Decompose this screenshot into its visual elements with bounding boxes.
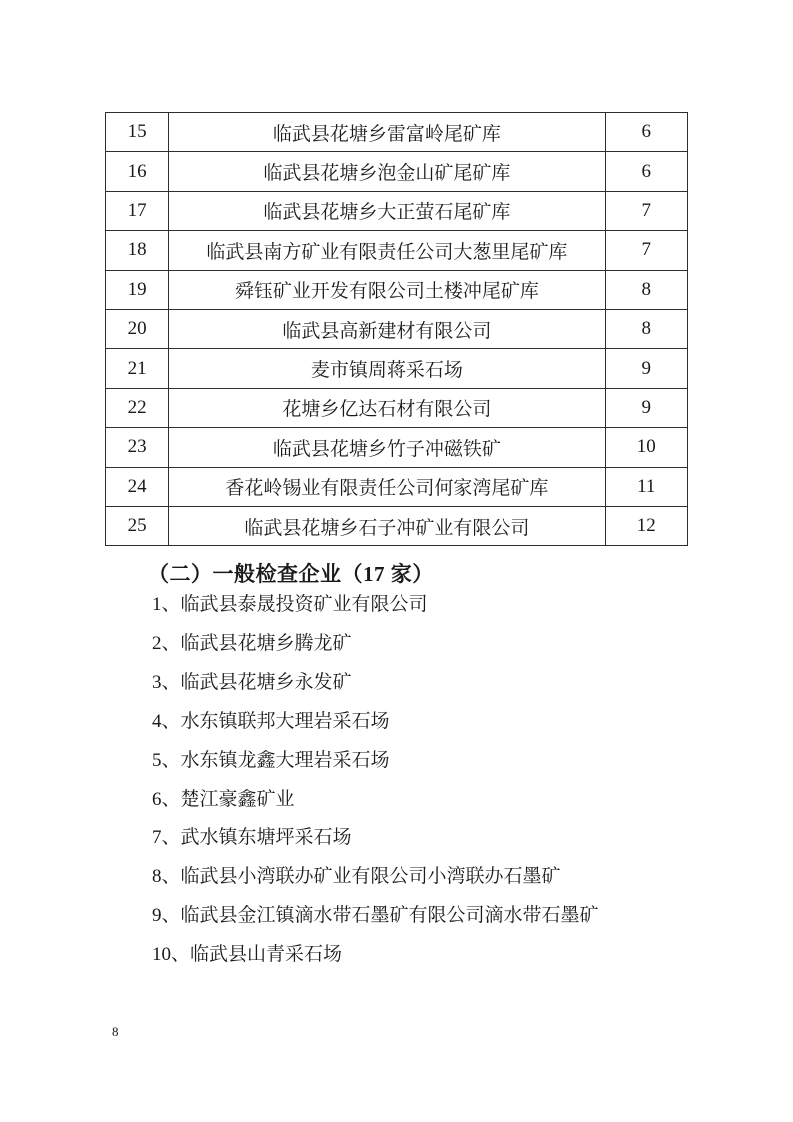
row-number-cell: 20 <box>106 309 169 348</box>
table-row <box>106 270 688 309</box>
row-number-cell: 15 <box>106 113 169 152</box>
row-number-cell: 16 <box>106 152 169 191</box>
table-row <box>106 152 688 191</box>
page-ref-cell: 6 <box>605 152 687 191</box>
table-row <box>106 191 688 230</box>
company-name-cell: 临武县南方矿业有限责任公司大葱里尾矿库 <box>169 231 605 270</box>
section-heading: （二）一般检查企业（17 家） <box>148 562 434 586</box>
row-number-cell: 25 <box>106 506 169 545</box>
list-item: 4、水东镇联邦大理岩采石场 <box>152 710 390 732</box>
row-number-cell: 23 <box>106 428 169 467</box>
list-item: 6、楚江豪鑫矿业 <box>152 788 295 810</box>
row-number-cell: 21 <box>106 349 169 388</box>
company-name-cell: 花塘乡亿达石材有限公司 <box>169 388 605 427</box>
company-name-cell: 临武县花塘乡石子冲矿业有限公司 <box>169 506 605 545</box>
table-row <box>106 231 688 270</box>
row-number-cell: 17 <box>106 191 169 230</box>
company-name-cell: 舜钰矿业开发有限公司土楼冲尾矿库 <box>169 270 605 309</box>
company-name-cell: 临武县花塘乡大正萤石尾矿库 <box>169 191 605 230</box>
table-row <box>106 388 688 427</box>
list-item: 2、临武县花塘乡腾龙矿 <box>152 632 352 654</box>
table-row <box>106 428 688 467</box>
row-number-cell: 24 <box>106 467 169 506</box>
page-ref-cell: 8 <box>605 270 687 309</box>
list-item: 5、水东镇龙鑫大理岩采石场 <box>152 749 390 771</box>
list-item: 1、临武县泰晟投资矿业有限公司 <box>152 594 428 615</box>
page-ref-cell: 9 <box>605 388 687 427</box>
page-ref-cell: 9 <box>605 349 687 388</box>
company-name-cell: 临武县花塘乡泡金山矿尾矿库 <box>169 152 605 191</box>
page-ref-cell: 8 <box>605 309 687 348</box>
page-ref-cell: 10 <box>605 428 687 467</box>
footer-page-number: 8 <box>112 1024 119 1039</box>
table-row <box>106 309 688 348</box>
page-ref-cell: 7 <box>605 231 687 270</box>
table-row <box>106 349 688 388</box>
page-ref-cell: 7 <box>605 191 687 230</box>
inspection-companies-table <box>105 112 688 546</box>
company-name-cell: 临武县花塘乡雷富岭尾矿库 <box>169 113 605 152</box>
list-item: 10、临武县山青采石场 <box>152 944 343 966</box>
company-name-cell: 麦市镇周蒋采石场 <box>169 349 605 388</box>
row-number-cell: 22 <box>106 388 169 427</box>
list-item: 9、临武县金江镇滴水带石墨矿有限公司滴水带石墨矿 <box>152 905 599 927</box>
company-name-cell: 临武县高新建材有限公司 <box>169 309 605 348</box>
row-number-cell: 19 <box>106 270 169 309</box>
general-inspection-company-list <box>152 586 599 975</box>
company-name-cell: 临武县花塘乡竹子冲磁铁矿 <box>169 428 605 467</box>
company-name-cell: 香花岭锡业有限责任公司何家湾尾矿库 <box>169 467 605 506</box>
page-ref-cell: 12 <box>605 506 687 545</box>
list-item: 3、临武县花塘乡永发矿 <box>152 671 352 693</box>
page-ref-cell: 11 <box>605 467 687 506</box>
row-number-cell: 18 <box>106 231 169 270</box>
list-item: 7、武水镇东塘坪采石场 <box>152 827 352 849</box>
table-row <box>106 506 688 545</box>
page-ref-cell: 6 <box>605 113 687 152</box>
table-row <box>106 113 688 152</box>
table-row <box>106 467 688 506</box>
list-item: 8、临武县小湾联办矿业有限公司小湾联办石墨矿 <box>152 866 561 888</box>
